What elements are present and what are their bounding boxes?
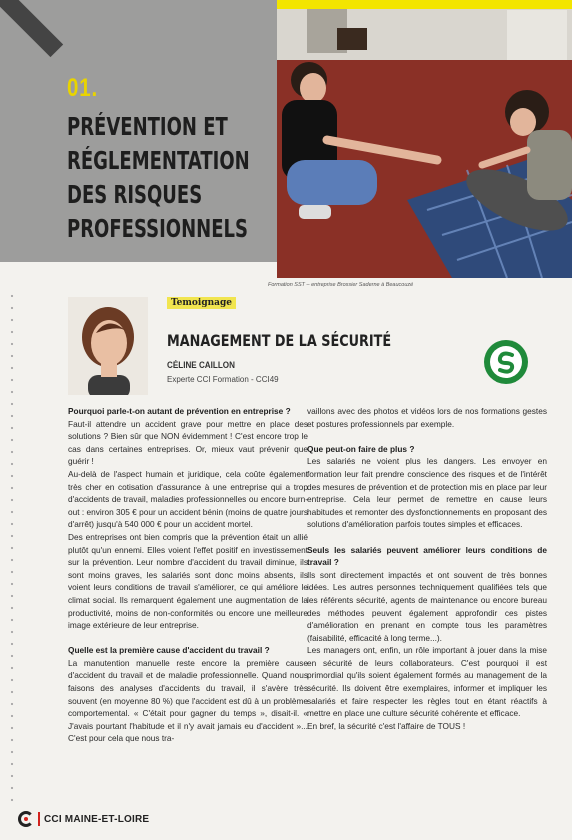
- diagonal-stripe: [0, 0, 63, 57]
- question-heading: Quelle est la première cause d'accident du travail ?: [68, 645, 270, 656]
- testimony-title: MANAGEMENT DE LA SÉCURITÉ: [167, 331, 392, 350]
- testimony-tag: Temoignage: [167, 297, 236, 309]
- certification-logo: [484, 340, 528, 384]
- portrait-illustration: [68, 297, 148, 395]
- question-heading: Pourquoi parle-t-on autant de prévention en entreprise ?: [68, 406, 291, 416]
- photo-caption: Formation SST – entreprise Brossier Saderne à Beaucouzé: [268, 282, 414, 288]
- question-heading: Que peut-on faire de plus ?: [307, 443, 415, 454]
- footer-org: CCI MAINE-ET-LOIRE: [44, 813, 150, 825]
- section-title-line-2: RÉGLEMENTATION: [67, 146, 250, 175]
- body-paragraph: Ils sont directement impactés et ont souvent de très bonnes idées. Les autres personnes techniquement qualifiées tels que les référents sécurité, agents de maintenance ou encore bureau des méthodes peuvent également approfondir ces pistes d'amélioration en prenant en compte tous les paramètres (faisabilité, efficacité à long terme...).: [307, 569, 547, 643]
- portrait-photo: [68, 297, 148, 395]
- right-text-column: [307, 405, 547, 732]
- section-title-line-1: PRÉVENTION ET: [67, 112, 228, 141]
- body-paragraph: Les salariés ne voient plus les dangers. Les envoyer en formation leur fait prendre conscience des risques et de l'intérêt des mesures de prévention et de protection mis en place par leur entreprise. Cela leur permet de remettre en cause leurs habitudes et remonter des dysfonctionnements en proposant des solutions d'amélioration parfois toutes simples et efficaces.: [307, 456, 547, 530]
- accent-bar: [277, 0, 572, 9]
- footer-separator: [38, 812, 40, 826]
- left-text-column: [68, 405, 308, 745]
- section-number: 01.: [67, 74, 98, 102]
- paragraph-gap: [307, 531, 547, 544]
- question-heading: Seuls les salariés peuvent améliorer leurs conditions de travail ?: [307, 544, 547, 568]
- header-panel: [0, 0, 277, 262]
- dotted-margin: [10, 290, 14, 810]
- logo-symbol-icon: [490, 346, 522, 378]
- body-paragraph: vaillons avec des photos et vidéos lors de nos formations gestes et postures professionnels par exemple.: [307, 406, 547, 429]
- training-photo-illustration: [277, 0, 572, 278]
- body-paragraph: Faut-il attendre un accident grave pour mettre en place des solutions ? Bien sûr que NON évidemment ! C'est encore trop le cas dans certaines entreprises. Or, mieux vaut prévenir que guérir !: [68, 418, 308, 467]
- section-title-line-3: DES RISQUES: [67, 180, 203, 209]
- logo-inner: [490, 346, 522, 378]
- person-name: CÉLINE CAILLON: [167, 360, 235, 370]
- section-title-line-4: PROFESSIONNELS: [67, 214, 248, 243]
- body-paragraph: Au-delà de l'aspect humain et juridique, cela coûte également très cher en cotisation d'assurance à une entreprise qui a trop d'accidents de travail, maladies professionnelles ou encore burn-out : environ 305 € pour un accident bénin (moins de quatre jours d'arrêt) jusqu'à 540 000 € pour un accident mortel.: [68, 468, 308, 530]
- training-photo: [277, 0, 572, 278]
- person-role: Experte CCI Formation - CCI49: [167, 375, 279, 384]
- cci-logo-icon: [18, 811, 34, 827]
- paragraph-gap: [68, 632, 308, 645]
- body-paragraph: En bref, la sécurité c'est l'affaire de TOUS !: [307, 720, 466, 731]
- paragraph-gap: [307, 430, 547, 443]
- body-paragraph: Des entreprises ont bien compris que la prévention était un allié plutôt qu'un ennemi. Elles voient l'effet positif en investissement sur la prévention. Leur nombre d'accident du travail diminue, ils sont moins graves, les salariés sont donc moins absents, ils voient leurs conditions de travail s'améliorer, ce qui améliore le climat social. Ils remarquent également une augmentation de la productivité, moins de non-conformités ou encore une meilleure image extérieure de leur entreprise.: [68, 531, 308, 631]
- body-paragraph: La manutention manuelle reste encore la première cause d'accident du travail et de maladie professionnelle. Quand nous faisons des analyses d'accidents du travail, il s'avère très souvent (en moyenne 80 %) que l'accident est dû à un problème comportemental. « C'était pour gagner du temps », disait-il. « J'avais pourtant l'habitude et il n'y avait jamais eu d'accident »... C'est pour cela que nous tra-: [68, 657, 308, 744]
- body-paragraph: Les managers ont, enfin, un rôle important à jouer dans la mise en sécurité de leurs collaborateurs. C'est pourquoi il est primordial qu'ils soient également formés au management de la sécurité. Ils doivent être exemplaires, informer et impliquer les salariés et faire respecter les règles tout en étant réactifs à mettre en place une culture sécurité cohérente et efficace.: [307, 645, 547, 719]
- footer: [18, 808, 149, 830]
